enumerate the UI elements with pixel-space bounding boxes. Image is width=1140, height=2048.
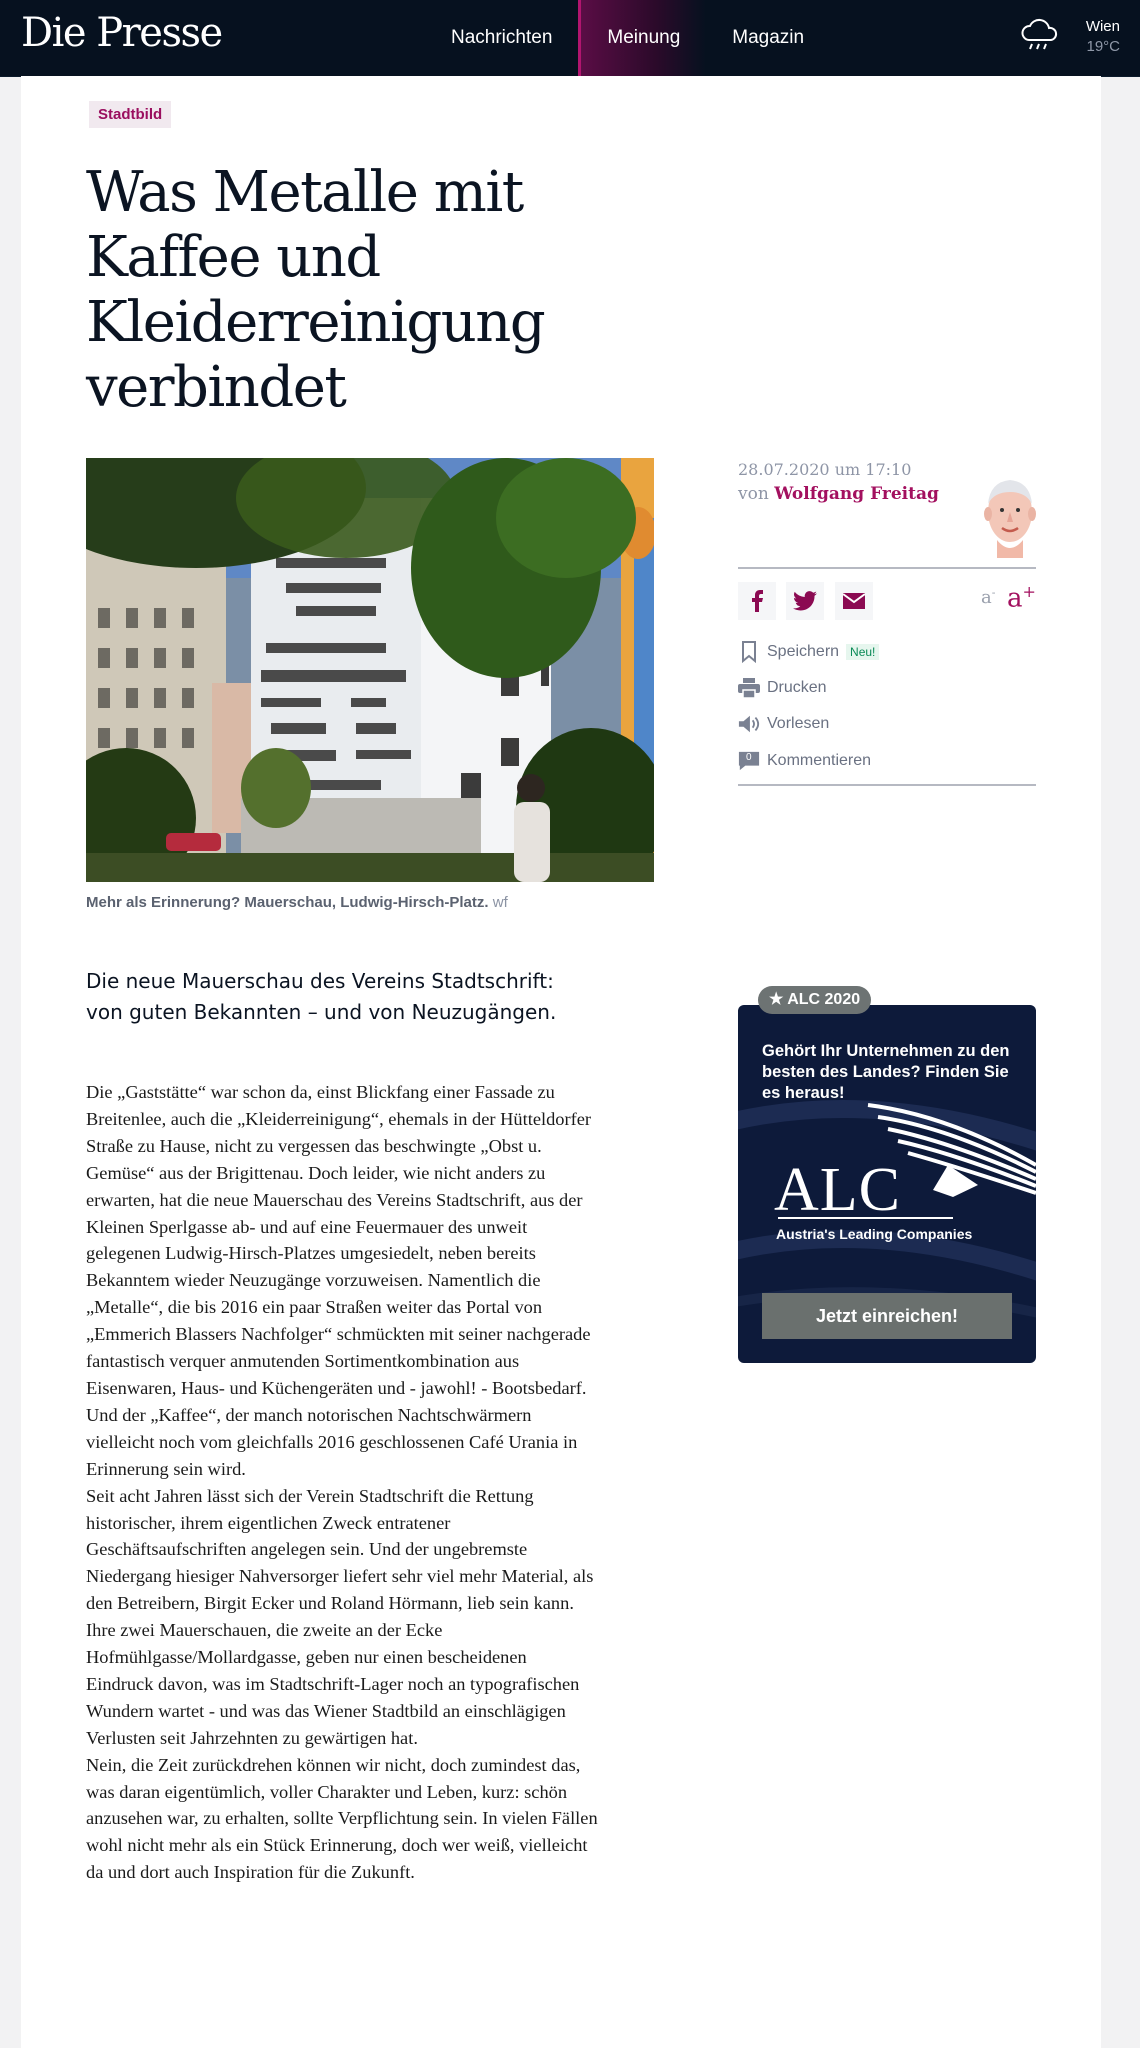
rain-cloud-icon [1020,18,1060,52]
image-caption-text: Mehr als Erinnerung? Mauerschau, Ludwig-Hirsch-Platz. [86,894,489,911]
mail-share-button[interactable] [835,582,873,620]
comment-icon [738,750,760,772]
body-paragraph-1: Die „Gaststätte“ war schon da, einst Blickfang einer Fassade zu Breitenlee, auch die „Kleiderreinigung“, ehemals in der Hütteldorfer Straße zu Hause, nicht zu vergessen das beschwingte „Obst u. Gemüse“ aus der Brigittenau. Doch leider, wie nicht anders zu erwarten, hat die neue Mauerschau des Vereins Stadtschrift, aus der Kleinen Sperlgasse ab- und auf eine Feuermauer des unweit gelegenen Ludwig-Hirsch-Platzes umgesiedelt, neben bereits Bekanntem wieder Neuzugänge vorzuweisen. Namentlich die „Metalle“, die bis 2016 ein paar Straßen weiter das Portal von „Emmerich Blassers Nachfolger“ schmückten mit seiner nachgerade fantastisch verquer anmutenden Sortimentkombination aus Eisenwaren, Haus- und Küchengeräten und - jawohl! - Bootsbedarf. Und der „Kaffee“, der manch notorischen Nachtschwärmern vielleicht noch vom gleichfalls 2016 geschlossenen Café Urania in Erinnerung sein wird. [86,1082,592,1479]
save-label: Speichern [767,643,840,660]
ad-badge: ★ ALC 2020 [758,986,871,1014]
weather-temperature: 19°C [1086,38,1120,55]
facebook-share-button[interactable] [738,582,776,620]
comment-count: 0 [746,752,752,763]
save-button[interactable] [738,639,879,665]
body-paragraph-2: Seit acht Jahren lässt sich der Verein Stadtschrift die Rettung historischer, ihrem eigentlichen Zweck entratener Geschäftsaufschriften angelegen sein. Und der ungebremste Niedergang hiesiger Nahversorger liefert sehr viel mehr Material, als den Betreibern, Birgit Ecker und Roland Hörmann, lieb sein kann. Ihre zwei Mauerschauen, die zweite an der Ecke Hofmühlgasse/Mollardgasse, geben nur einen bescheidenen Eindruck davon, was im Stadtschrift-Lager noch an typografischen Wundern wartet - und was das Wiener Stadtbild an einschlägigen Verlusten seit Jahrzehnten zu gewärtigen hat. [86,1485,594,1748]
printer-icon [738,677,760,699]
meta-divider-top [738,567,1036,569]
font-decrease-button[interactable] [981,586,995,608]
article-lead: Die neue Mauerschau des Vereins Stadtschrift: von guten Bekannten – und von Neuzugängen. [86,969,557,1024]
body-paragraph-3: Nein, die Zeit zurückdrehen können wir nicht, doch zumindest das, was daran eigentümlich, voller Charakter und Leben, kurz: schön anzusehen war, zu erhalten, sollte Verpflichtung sein. In vielen Fällen wohl nicht mehr als ein Stück Erinnerung, doch wer weiß, vielleicht da und dort auch Inspiration für die Zukunft. [86,1754,598,1883]
comment-button[interactable] [738,748,871,774]
font-increase-letter: a [1007,583,1023,614]
font-decrease-sign: - [991,586,996,599]
font-decrease-letter: a [981,587,992,608]
font-increase-sign: + [1022,582,1036,601]
site-logo[interactable]: Die Presse [21,10,222,56]
author-line [738,484,939,504]
twitter-icon [793,591,817,611]
weather-city: Wien [1085,18,1120,35]
main-nav [427,0,830,76]
print-button[interactable] [738,675,827,701]
facebook-icon [750,590,764,612]
ad-subtitle: Austria's Leading Companies [776,1226,973,1242]
article-page [21,76,1101,2048]
author-prefix: von [738,484,769,504]
twitter-share-button[interactable] [786,582,824,620]
image-credit: wf [492,894,508,911]
top-navigation [0,0,1140,77]
article-headline: Was Metalle mit Kaffee und Kleiderreinigung verbindet [86,160,545,420]
submit-now-button[interactable]: Jetzt einreichen! [762,1293,1012,1339]
image-caption [86,894,508,911]
author-name[interactable]: Wolfgang Freitag [774,484,939,504]
meta-divider-bottom [738,784,1036,786]
bookmark-icon [738,641,760,663]
hero-image[interactable] [86,458,654,882]
read-aloud-label: Vorlesen [767,715,830,732]
author-avatar[interactable] [979,474,1041,558]
read-aloud-button[interactable] [738,711,829,737]
ad-text: Gehört Ihr Unternehmen zu den besten des Landes? Finden Sie es heraus! [762,1042,1010,1102]
mail-icon [842,592,866,610]
new-badge: Neu! [846,644,879,660]
nav-item-magazin[interactable]: Magazin [732,27,805,48]
font-increase-button[interactable] [1007,582,1036,614]
print-label: Drucken [767,679,827,696]
article-body [86,1079,598,1886]
comment-label: Kommentieren [767,752,872,769]
nav-item-nachrichten[interactable]: Nachrichten [451,27,553,48]
weather-widget[interactable] [1020,16,1120,60]
publish-date: 28.07.2020 um 17:10 [738,460,912,479]
alc-advertisement[interactable] [738,1005,1036,1363]
alc-logo: ALC [774,1156,901,1224]
speaker-icon [738,713,760,735]
article-kicker[interactable]: Stadtbild [89,101,171,128]
nav-item-meinung[interactable]: Meinung [578,0,706,76]
